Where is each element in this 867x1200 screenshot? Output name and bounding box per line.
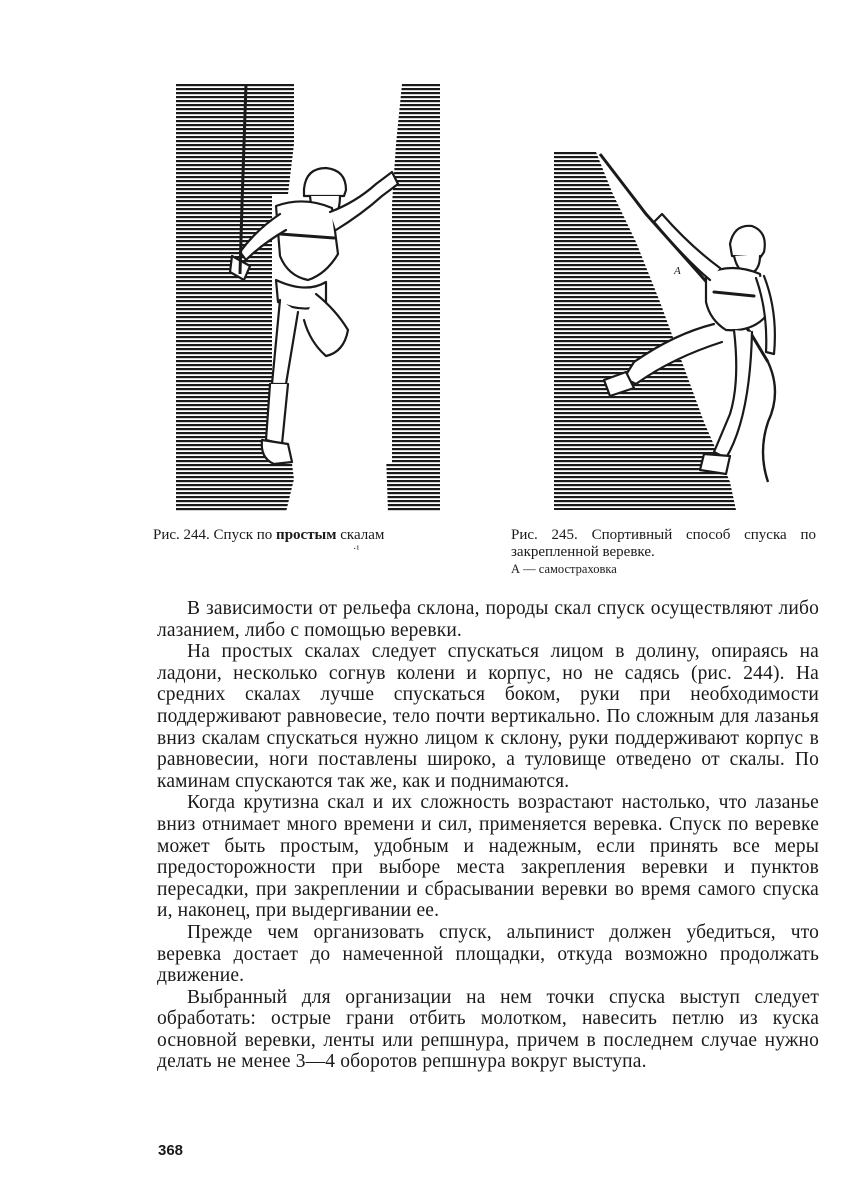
figure-244-caption bbox=[153, 527, 473, 556]
paragraph-5: Выбранный для организации на нем точки спуска выступ следует обработать: острые грани отбить молотком, навесить петлю из куска основной веревки, ленты или репшнура, причем в последнем случае нужно делать не менее 3—4 оборотов репшнура вокруг выступа. bbox=[157, 986, 819, 1073]
caption-244-part2: скалам bbox=[340, 527, 385, 543]
caption-244-speck: ·¹ bbox=[353, 544, 360, 555]
paragraph-4: Прежде чем организовать спуск, альпинист должен убедиться, что веревка достает до намеченной площадки, откуда возможно продолжать движение. bbox=[157, 921, 819, 987]
figure-245-caption bbox=[511, 527, 816, 577]
figure-245-marker-a: А bbox=[674, 265, 681, 277]
caption-244-bold: простым bbox=[276, 527, 337, 543]
caption-244-prefix: Рис. 244. bbox=[153, 527, 210, 543]
caption-244-part1: Спуск по bbox=[213, 527, 273, 543]
page-number: 368 bbox=[158, 1142, 184, 1159]
paragraph-3: Когда крутизна скал и их сложность возрастают настолько, что лазанье вниз отнимает много времени и сил, применяется веревка. Спуск по веревке может быть простым, удобным и надежным, если принять все меры предосторожности при выборе места закрепления веревки и пунктов пересадки, при закреплении и сбрасывании веревки во время самого спуска и, наконец, при выдергивании ее. bbox=[157, 792, 819, 922]
caption-245-note: А — самостраховка bbox=[511, 562, 617, 576]
caption-245-text: Рис. 245. Спортивный способ спуска по закрепленной веревке. bbox=[511, 527, 816, 560]
paragraph-2: На простых скалах следует спускаться лицом в долину, опираясь на ладони, несколько согнув колени и корпус, но не садясь (рис. 244). На средних скалах лучше спускаться боком, руки при необходимости поддерживают равновесие, тело почти вертикально. По сложным для лазанья вниз скалам спускаться нужно лицом к склону, руки поддерживают корпус в равновесии, ноги поставлены широко, а туловище отведено от скалы. По каминам спускаются так же, как и поднимаются. bbox=[157, 641, 819, 792]
figure-244-illustration bbox=[176, 84, 440, 512]
figure-245-illustration bbox=[554, 152, 786, 510]
body-text bbox=[157, 598, 819, 1073]
paragraph-1: В зависимости от рельефа склона, породы скал спуск осуществляют либо лазанием, либо с помощью веревки. bbox=[157, 598, 819, 641]
